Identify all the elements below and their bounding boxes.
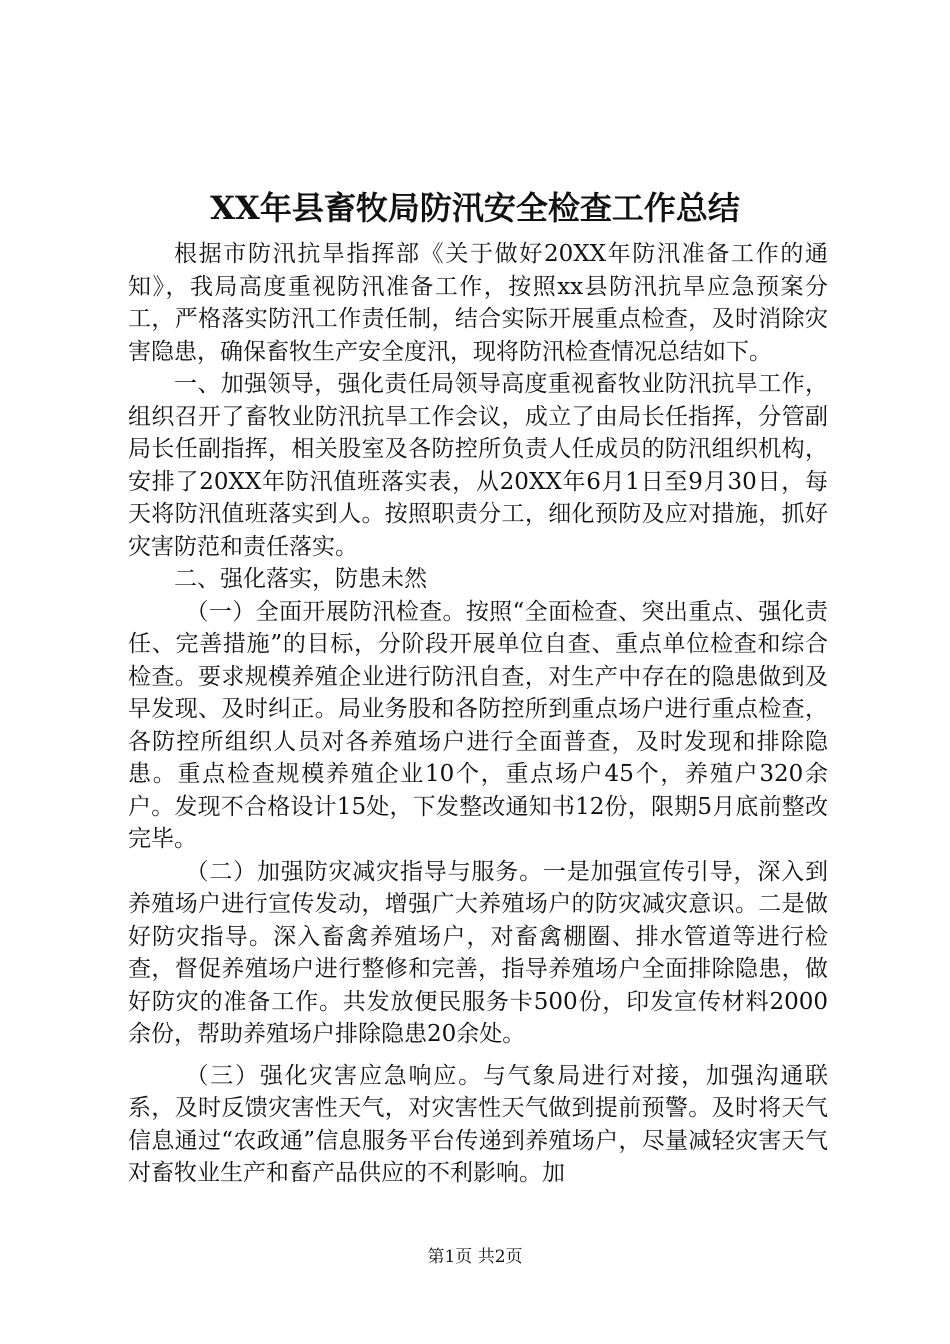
subsection-two-paragraph: （二）加强防灾减灾指导与服务。一是加强宣传引导，深入到养殖场户进行宣传发动，增强广大养殖场户的防灾减灾意识。二是做好防灾指导。深入畜禽养殖场户，对畜禽棚圈、排水管道等进行检查，督促养殖场户进行整修和完善，指导养殖场户全面排除隐患，做好防灾的准备工作。共发放便民服务卡500份，印发宣传材料2000余份，帮助养殖场户排除隐患20余处。 [128, 858, 828, 1047]
subsection-three-paragraph: （三）强化灾害应急响应。与气象局进行对接，加强沟通联系，及时反馈灾害性天气，对灾害性天气做到提前预警。及时将天气信息通过“农政通”信息服务平台传递到养殖场户，尽量减轻灾害天气对畜牧业生产和畜产品供应的不利影响。加 [128, 1062, 828, 1186]
section-one-paragraph: 一、加强领导，强化责任局领导高度重视畜牧业防汛抗旱工作，组织召开了畜牧业防汛抗旱工作会议，成立了由局长任指挥，分管副局长任副指挥，相关股室及各防控所负责人任成员的防汛组织机构，安排了20XX年防汛值班落实表，从20XX年6月1日至9月30日，每天将防汛值班落实到人。按照职责分工，细化预防及应对措施，抓好灾害防范和责任落实。 [128, 371, 828, 560]
document-body [128, 238, 828, 1190]
subsection-one-paragraph: （一）全面开展防汛检查。按照“全面检查、突出重点、强化责任、完善措施”的目标，分阶段开展单位自查、重点单位检查和综合检查。要求规模养殖企业进行防汛自查，对生产中存在的隐患做到及早发现、及时纠正。局业务股和各防控所到重点场户进行重点检查，各防控所组织人员对各养殖场户进行全面普查，及时发现和排除隐患。重点检查规模养殖企业10个，重点场户45个，养殖户320余户。发现不合格设计15处，下发整改通知书12份，限期5月底前整改完毕。 [128, 598, 828, 852]
intro-paragraph: 根据市防汛抗旱指挥部《关于做好20XX年防汛准备工作的通知》，我局高度重视防汛准备工作，按照xx县防汛抗旱应急预案分工，严格落实防汛工作责任制，结合实际开展重点检查，及时消除灾害隐患，确保畜牧生产安全度汛，现将防汛检查情况总结如下。 [128, 241, 828, 365]
page-footer: 第1页 共2页 [427, 1247, 523, 1267]
document-title: XX年县畜牧局防汛安全检查工作总结 [210, 189, 740, 227]
section-two-heading: 二、强化落实，防患未然 [174, 566, 427, 592]
